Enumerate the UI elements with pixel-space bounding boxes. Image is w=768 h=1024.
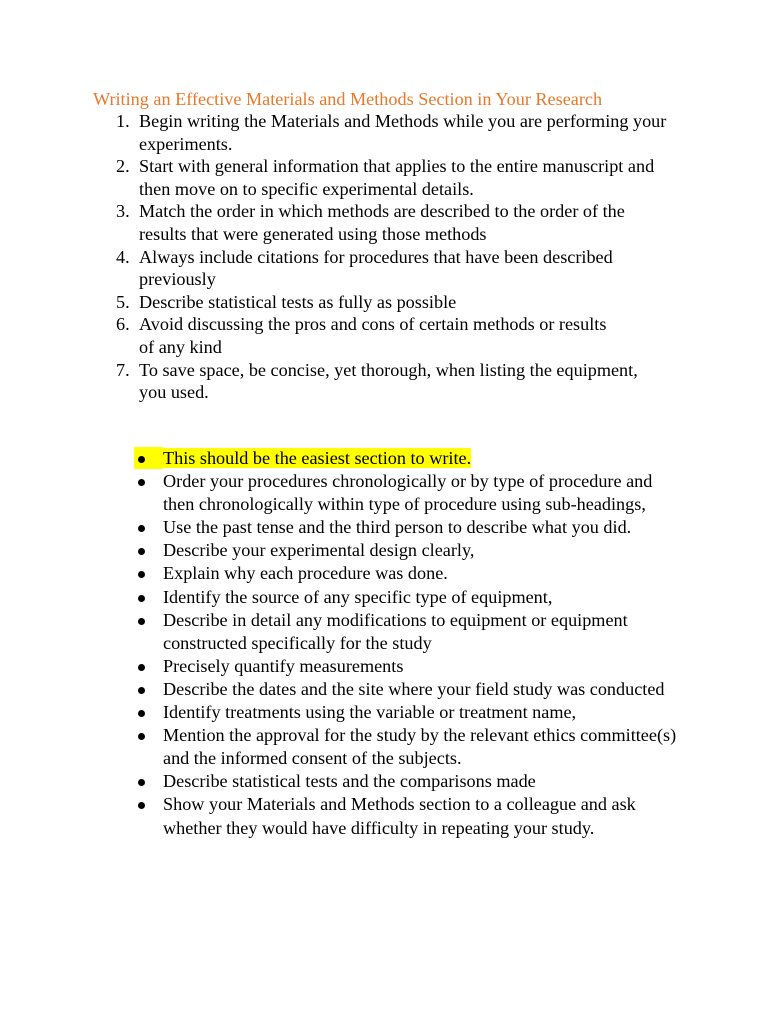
bullet-icon bbox=[138, 733, 145, 740]
numbered-item-7 bbox=[0, 359, 669, 404]
list-number: 3. bbox=[116, 201, 130, 222]
numbered-item-text-wrap: of any kind bbox=[139, 336, 222, 357]
bullet-icon bbox=[138, 710, 145, 717]
bullet-icon bbox=[138, 687, 145, 694]
bullet-text: Mention the approval for the study by the relevant ethics committee(s) and the informed consent of the subjects. bbox=[163, 725, 677, 769]
bullet-item bbox=[0, 586, 683, 609]
bullet-item bbox=[0, 793, 683, 839]
numbered-item-text: Match the order in which methods are described to the order of the results that were generated using those methods bbox=[139, 201, 625, 244]
bullet-text: Describe your experimental design clearly, bbox=[163, 540, 475, 561]
numbered-item-text: Avoid discussing the pros and cons of certain methods or results bbox=[139, 314, 607, 335]
bullet-icon bbox=[138, 595, 145, 602]
bullet-item bbox=[0, 609, 683, 655]
bullet-text: Precisely quantify measurements bbox=[163, 655, 404, 676]
bullet-item-highlighted bbox=[0, 447, 683, 470]
numbered-item-5 bbox=[0, 291, 669, 314]
bullet-icon bbox=[138, 571, 145, 578]
bullet-item bbox=[0, 655, 683, 678]
numbered-item-6 bbox=[0, 313, 669, 358]
bullet-icon bbox=[138, 618, 145, 625]
bullet-icon bbox=[138, 802, 145, 809]
bullet-text: Use the past tense and the third person to describe what you did. bbox=[163, 517, 632, 538]
bullet-item bbox=[0, 539, 683, 562]
numbered-item-3 bbox=[0, 200, 669, 245]
numbered-item-text: Begin writing the Materials and Methods while you are performing your experiments. bbox=[139, 111, 667, 154]
bullet-text: Show your Materials and Methods section to a colleague and ask whether they would have difficulty in repeating your study. bbox=[163, 794, 636, 838]
numbered-list bbox=[0, 110, 768, 404]
bullet-text: Explain why each procedure was done. bbox=[163, 563, 448, 584]
numbered-item-1 bbox=[0, 110, 669, 155]
bullet-icon bbox=[138, 548, 145, 555]
bullet-item bbox=[0, 516, 683, 539]
bullet-text: Identify the source of any specific type of equipment, bbox=[163, 586, 553, 607]
numbered-item-text: To save space, be concise, yet thorough, when listing the equipment, you used. bbox=[139, 359, 638, 403]
list-number: 4. bbox=[116, 246, 130, 267]
bullet-list bbox=[0, 447, 768, 840]
document-title: Writing an Effective Materials and Methods Section in Your Research bbox=[93, 89, 603, 109]
bullet-item bbox=[0, 724, 683, 770]
bullet-icon bbox=[138, 664, 145, 671]
bullet-item bbox=[0, 701, 683, 724]
bullet-text: Describe in detail any modifications to equipment or equipment constructed specifically for the study bbox=[163, 609, 628, 653]
bullet-text: This should be the easiest section to write. bbox=[163, 448, 472, 468]
numbered-item-text: Start with general information that applies to the entire manuscript and then move on to specific experimental details. bbox=[139, 156, 655, 199]
bullet-icon bbox=[138, 525, 145, 532]
bullet-text: Describe the dates and the site where your field study was conducted bbox=[163, 678, 665, 699]
numbered-item-text: Always include citations for procedures that have been described previously bbox=[139, 246, 613, 290]
list-number: 7. bbox=[116, 359, 130, 380]
bullet-text: Describe statistical tests and the comparisons made bbox=[163, 771, 536, 792]
list-number: 1. bbox=[116, 111, 130, 131]
bullet-text: Identify treatments using the variable or treatment name, bbox=[163, 702, 577, 723]
numbered-item-4 bbox=[0, 246, 669, 291]
numbered-item-text: Describe statistical tests as fully as possible bbox=[139, 291, 457, 312]
bullet-item bbox=[0, 562, 683, 585]
bullet-text: Order your procedures chronologically or by type of procedure and then chronologically within type of procedure using sub-headings, bbox=[163, 471, 653, 515]
list-number: 2. bbox=[116, 156, 130, 177]
bullet-item bbox=[0, 470, 683, 516]
bullet-item bbox=[0, 770, 683, 793]
numbered-item-2 bbox=[0, 155, 669, 200]
list-number: 5. bbox=[116, 291, 130, 312]
bullet-icon bbox=[138, 479, 145, 486]
list-number: 6. bbox=[116, 314, 130, 335]
bullet-item bbox=[0, 678, 683, 701]
bullet-icon bbox=[138, 779, 145, 786]
bullet-icon bbox=[138, 456, 145, 463]
